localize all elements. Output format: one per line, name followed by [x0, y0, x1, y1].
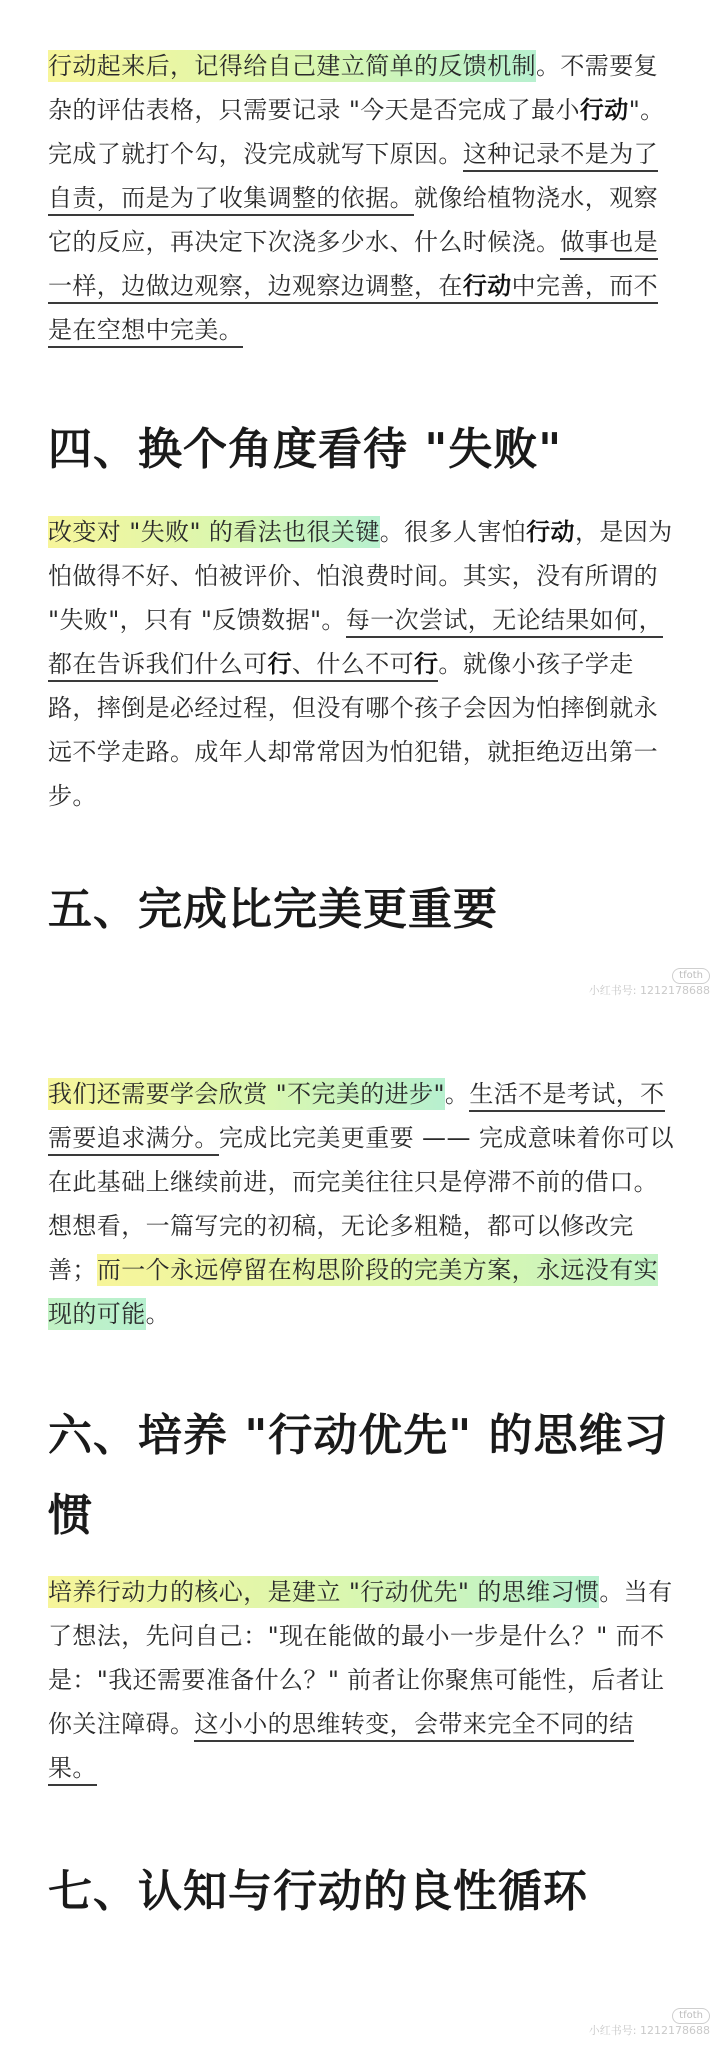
- bold-text: 行动: [526, 518, 575, 546]
- body-text: 。: [145, 1300, 171, 1328]
- bold-underlined-text: 行: [414, 650, 438, 682]
- paragraph-action-first: [48, 1570, 678, 1790]
- section-heading-4: 四、换个角度看待 "失败": [48, 424, 563, 475]
- underlined-text: 这种记录不是为了自责，而是为了收集调整的依据。: [48, 140, 658, 216]
- underlined-text: 每一次尝试，无论结果如何，都在告诉我们什么可: [48, 606, 663, 682]
- watermark-badge: tfoth: [672, 968, 710, 984]
- paragraph-failure: [48, 510, 678, 818]
- section-heading-7: 七、认知与行动的良性循环: [48, 1866, 588, 1917]
- body-text: ，是因为怕做得不好、怕被评价、怕浪费时间。其实，没有所谓的 "失败"，只有 "反馈数据"。: [48, 518, 673, 634]
- highlight-text: 我们还需要学会欣赏 "不完美的进步": [48, 1080, 445, 1108]
- body-text: 完成比完美更重要 —— 完成意味着你可以在此基础上继续前进，而完美往往只是停滞不前的借口。想想看，一篇写完的初稿，无论多粗糙，都可以修改完善；: [48, 1124, 675, 1284]
- body-text: 就像给植物浇水，观察它的反应，再决定下次浇多少水、什么时候浇。: [48, 184, 658, 256]
- section-heading-5: 五、完成比完美更重要: [48, 884, 498, 935]
- body-text: 。就像小孩子学走路，摔倒是必经过程，但没有哪个孩子会因为怕摔倒就永远不学走路。成年人却常常因为怕犯错，就拒绝迈出第一步。: [48, 650, 658, 810]
- watermark-text: 小红书号: 1212178688: [588, 2024, 710, 2037]
- paragraph-completion: [48, 1072, 678, 1336]
- highlight-text: 行动起来后，记得给自己建立简单的反馈机制: [48, 52, 536, 80]
- watermark-text: 小红书号: 1212178688: [588, 984, 710, 997]
- highlight-text: 改变对 "失败" 的看法也很关键: [48, 518, 380, 546]
- body-text: 。: [444, 1080, 470, 1108]
- body-text: "。完成了就打个勾，没完成就写下原因。: [48, 96, 665, 168]
- body-text: 。很多人害怕: [379, 518, 527, 546]
- paragraph-feedback: [48, 44, 678, 352]
- section-heading-6: 六、培养 "行动优先" 的思维习惯: [48, 1410, 669, 1541]
- bold-text: 行动: [579, 96, 629, 124]
- watermark: [589, 2008, 710, 2038]
- underlined-text: 这小小的思维转变，会带来完全不同的结果。: [48, 1710, 634, 1786]
- watermark-badge: tfoth: [672, 2008, 710, 2024]
- watermark: [589, 968, 710, 998]
- body-text: 。当有了想法，先问自己："现在能做的最小一步是什么？" 而不是："我还需要准备什么？" 前者让你聚焦可能性，后者让你关注障碍。: [48, 1578, 673, 1738]
- highlight-text: 培养行动力的核心，是建立 "行动优先" 的思维习惯: [48, 1578, 600, 1606]
- highlight-text: 而一个永远停留在构思阶段的完美方案，永远没有实现的可能: [48, 1256, 659, 1328]
- underlined-text: 生活不是考试，不需要追求满分。: [48, 1080, 665, 1156]
- bold-underlined-text: 行动: [463, 272, 512, 304]
- body-text: 。不需要复杂的评估表格，只需要记录 "今天是否完成了最小: [48, 52, 658, 124]
- underlined-text: 、什么不可: [292, 650, 414, 682]
- underlined-text: 做事也是一样，边做边观察，边观察边调整，在: [48, 228, 658, 304]
- underlined-text: 中完善，而不是在空想中完美。: [48, 272, 658, 348]
- bold-underlined-text: 行: [268, 650, 292, 682]
